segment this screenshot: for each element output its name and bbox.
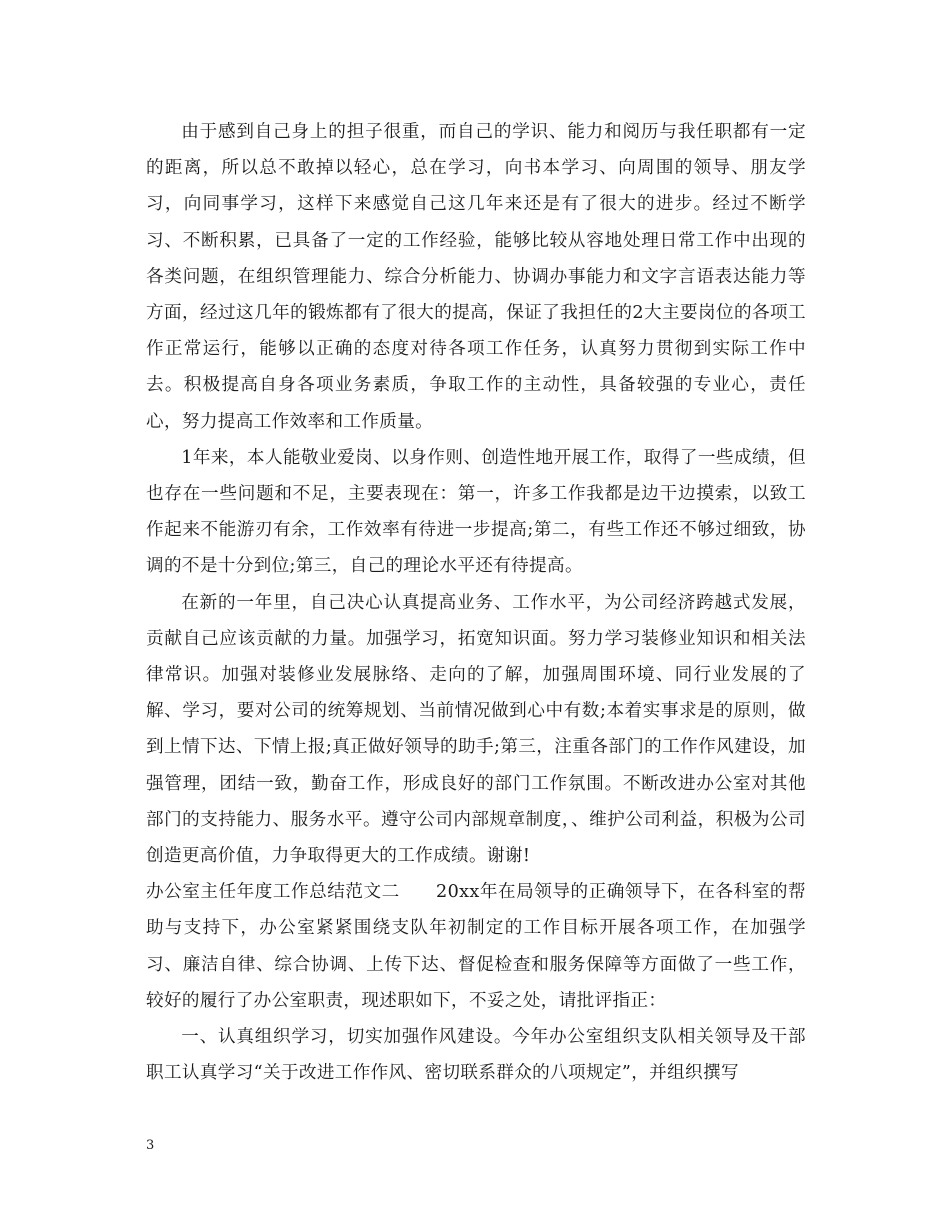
document-body: [146, 114, 806, 1091]
paragraph: 在新的一年里，自己决心认真提高业务、工作水平，为公司经济跨越式发展，贡献自己应该贡献的力量。加强学习，拓宽知识面。努力学习装修业知识和相关法律常识。加强对装修业发展脉络、走向的了解，加强周围环境、同行业发展的了解、学习，要对公司的统筹规划、当前情况做到心中有数;本着实事求是的原则，做到上情下达、下情上报;真正做好领导的助手;第三，注重各部门的工作作风建设，加强管理，团结一致，勤奋工作，形成良好的部门工作氛围。不断改进办公室对其他部门的支持能力、服务水平。遵守公司内部规章制度，、维护公司利益，积极为公司创造更高价值，力争取得更大的工作成绩。谢谢!: [146, 592, 806, 867]
section-heading-paragraph: 办公室主任年度工作总结范文二 20xx年在局领导的正确领导下，在各科室的帮助与支持下，办公室紧紧围绕支队年初制定的工作目标开展各项工作，在加强学习、廉洁自律、综合协调、上传下达、督促检查和服务保障等方面做了一些工作，较好的履行了办公室职责，现述职如下，不妥之处，请批评指正：: [146, 882, 806, 1011]
paragraph: 一、认真组织学习，切实加强作风建设。今年办公室组织支队相关领导及干部职工认真学习“关于改进工作作风、密切联系群众的八项规定”，并组织撰写: [146, 1027, 806, 1084]
paragraph: 由于感到自己身上的担子很重，而自己的学识、能力和阅历与我任职都有一定的距离，所以总不敢掉以轻心，总在学习，向书本学习、向周围的领导、朋友学习，向同事学习，这样下来感觉自己这几年来还是有了很大的进步。经过不断学习、不断积累，已具备了一定的工作经验，能够比较从容地处理日常工作中出现的各类问题，在组织管理能力、综合分析能力、协调办事能力和文字言语表达能力等方面，经过这几年的锻炼都有了很大的提高，保证了我担任的2大主要岗位的各项工作正常运行，能够以正确的态度对待各项工作任务，认真努力贯彻到实际工作中去。积极提高自身各项业务素质，争取工作的主动性，具备较强的专业心，责任心，努力提高工作效率和工作质量。: [146, 122, 806, 432]
paragraph: 1年来，本人能敬业爱岗、以身作则、创造性地开展工作，取得了一些成绩，但也存在一些问题和不足，主要表现在：第一，许多工作我都是边干边摸索，以致工作起来不能游刃有余，工作效率有待进一步提高;第二，有些工作还不够过细致，协调的不是十分到位;第三，自己的理论水平还有待提高。: [146, 447, 806, 577]
page-number: 3: [146, 1138, 155, 1153]
